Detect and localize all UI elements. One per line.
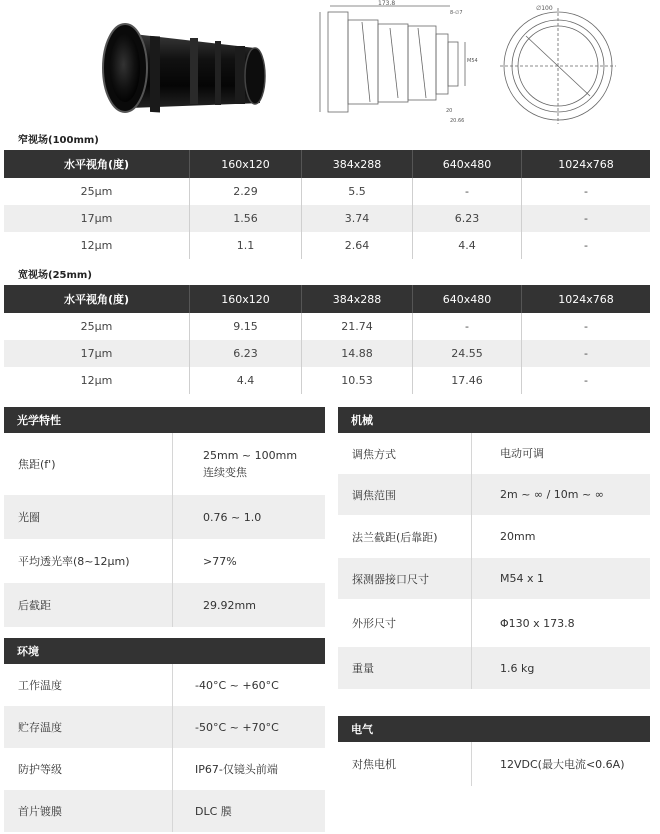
spec-row [338, 599, 650, 647]
spec-value: 电动可调 [500, 447, 544, 460]
spec-value: 1.6 kg [500, 661, 535, 675]
spec-key: 贮存温度 [4, 706, 173, 748]
table-cell: 17μm [4, 205, 190, 232]
dim-2066-label: 20.66 [450, 118, 465, 124]
table-row [4, 367, 650, 394]
spec-key: 外形尺寸 [338, 599, 472, 647]
spec-key: 重量 [338, 647, 472, 689]
column-header: 水平视角(度) [4, 150, 190, 178]
spec-row [4, 664, 325, 706]
table-cell: 25μm [4, 313, 190, 340]
table-cell: 5.5 [302, 178, 413, 205]
spec-key: 调焦范围 [338, 474, 472, 515]
column-header: 384x288 [302, 285, 413, 313]
spec-key: 探测器接口尺寸 [338, 558, 472, 599]
table-cell: 25μm [4, 178, 190, 205]
spec-row [4, 706, 325, 748]
spec-key: 防护等级 [4, 748, 173, 790]
table-header-row [4, 150, 650, 178]
electrical-panel-title: 电气 [338, 716, 650, 742]
optics-panel-title: 光学特性 [4, 407, 325, 433]
environment-panel [4, 638, 325, 832]
narrow-field-table [4, 150, 650, 259]
table-cell: - [584, 320, 588, 333]
electrical-panel [338, 716, 650, 786]
dim-holes-label: 8-∅7 [450, 10, 463, 16]
narrow-field-caption: 窄视场(100mm) [18, 135, 99, 146]
table-cell: 10.53 [302, 367, 413, 394]
spec-value: DLC 膜 [195, 804, 232, 818]
spec-key: 光圈 [4, 495, 173, 539]
column-header: 水平视角(度) [4, 285, 190, 313]
table-row [4, 232, 650, 259]
spec-value: -50°C ~ +70°C [195, 720, 279, 734]
spec-row [4, 748, 325, 790]
table-cell: 3.74 [302, 205, 413, 232]
spec-value: 0.76 ~ 1.0 [203, 510, 262, 524]
spec-row [338, 474, 650, 515]
table-cell: 14.88 [302, 340, 413, 367]
spec-row [4, 790, 325, 832]
column-header: 1024x768 [558, 157, 614, 171]
spec-row [338, 515, 650, 558]
front-dimension-drawing [498, 2, 618, 126]
spec-key: 对焦电机 [338, 742, 472, 786]
column-header: 160x120 [190, 285, 302, 313]
table-cell: 1.1 [190, 232, 302, 259]
environment-panel-title: 环境 [4, 638, 325, 664]
spec-row [338, 647, 650, 689]
table-cell: 17.46 [413, 367, 522, 394]
spec-value: IP67-仅镜头前端 [195, 762, 278, 776]
wide-field-caption: 宽视场(25mm) [18, 270, 92, 281]
spec-key: 工作温度 [4, 664, 173, 706]
spec-value-line: 25mm ~ 100mm [203, 449, 298, 462]
table-row [4, 178, 650, 205]
table-cell: - [413, 313, 522, 340]
table-cell: 21.74 [302, 313, 413, 340]
table-cell: 17μm [4, 340, 190, 367]
dim-length-label: 173.8 [378, 0, 396, 7]
spec-value: Φ130 x 173.8 [500, 616, 575, 630]
table-row [4, 340, 650, 367]
table-cell: 6.23 [413, 205, 522, 232]
table-cell: 1.56 [190, 205, 302, 232]
table-cell: 12μm [4, 232, 190, 259]
spec-row [338, 433, 650, 474]
dim-20-label: 20 [446, 108, 453, 114]
table-header-row [4, 285, 650, 313]
spec-key: 平均透光率(8~12μm) [4, 539, 173, 583]
mechanical-panel [338, 407, 650, 689]
spec-value-line: 连续变焦 [203, 466, 247, 479]
spec-key: 后截距 [4, 583, 173, 627]
table-cell: - [413, 178, 522, 205]
column-header: 640x480 [413, 150, 522, 178]
spec-value: 2m ~ ∞ / 10m ~ ∞ [500, 488, 604, 501]
column-header: 160x120 [190, 150, 302, 178]
spec-key: 法兰截距(后靠距) [338, 515, 472, 558]
table-cell: 9.15 [190, 313, 302, 340]
table-cell: - [584, 185, 588, 198]
column-header: 384x288 [302, 150, 413, 178]
table-cell: 12μm [4, 367, 190, 394]
optics-panel [4, 407, 325, 627]
table-cell: - [584, 374, 588, 387]
spec-value: 29.92mm [203, 598, 256, 612]
table-cell: 2.64 [302, 232, 413, 259]
table-cell: - [584, 347, 588, 360]
wide-field-table [4, 285, 650, 394]
column-header: 1024x768 [558, 292, 614, 306]
lens-product-photo [95, 8, 275, 118]
side-dimension-drawing [300, 0, 490, 128]
table-cell: 6.23 [190, 340, 302, 367]
table-cell: 2.29 [190, 178, 302, 205]
table-cell: 4.4 [413, 232, 522, 259]
column-header: 640x480 [413, 285, 522, 313]
spec-value: >77% [203, 554, 237, 568]
spec-value: 20mm [500, 530, 536, 543]
mechanical-panel-title: 机械 [338, 407, 650, 433]
spec-key: 调焦方式 [338, 433, 472, 474]
spec-row [338, 742, 650, 786]
table-cell: - [584, 239, 588, 252]
spec-row [338, 558, 650, 599]
dim-m54-label: M54 [467, 58, 478, 64]
table-row [4, 313, 650, 340]
spec-key: 焦距(f') [4, 433, 173, 495]
spec-row [4, 433, 325, 495]
spec-row [4, 495, 325, 539]
spec-row [4, 539, 325, 583]
dim-diameter-label: ∅100 [536, 5, 553, 12]
table-cell: 24.55 [413, 340, 522, 367]
spec-key: 首片镀膜 [4, 790, 173, 832]
spec-value: M54 x 1 [500, 572, 544, 585]
spec-value: -40°C ~ +60°C [195, 678, 279, 692]
spec-row [4, 583, 325, 627]
table-cell: - [584, 212, 588, 225]
spec-value [173, 433, 297, 495]
spec-value: 12VDC(最大电流<0.6A) [500, 757, 625, 771]
table-cell: 4.4 [190, 367, 302, 394]
table-row [4, 205, 650, 232]
